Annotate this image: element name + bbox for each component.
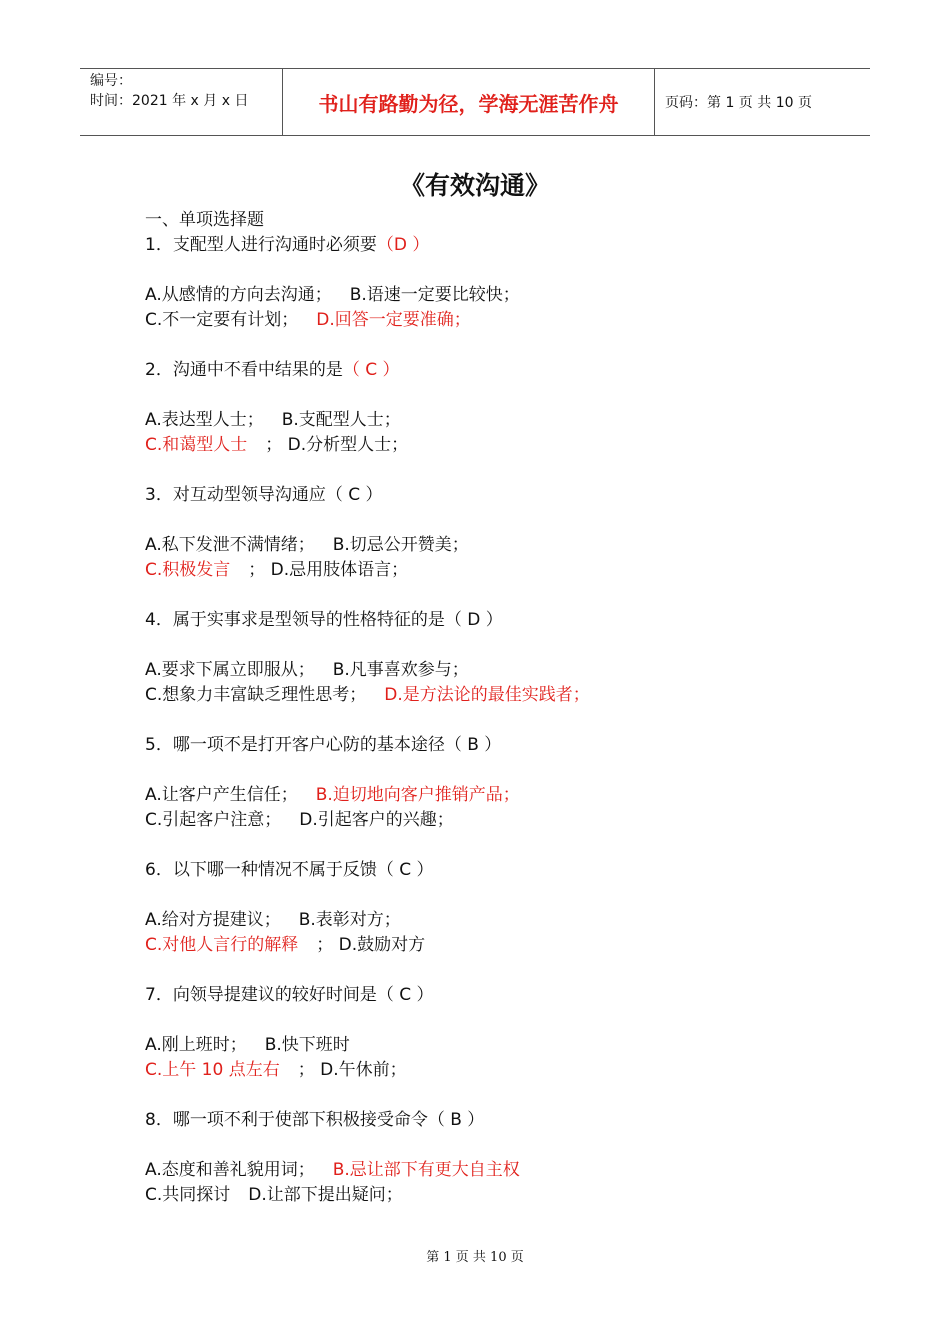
question-text: 2．沟通中不看中结果的是 bbox=[145, 360, 343, 380]
option-line bbox=[145, 908, 845, 933]
question-list bbox=[145, 233, 845, 1233]
header-page-info: 页码：第 1 页 共 10 页 bbox=[665, 95, 812, 111]
option: B.凡事喜欢参与； bbox=[332, 660, 469, 680]
spacer bbox=[145, 383, 845, 408]
spacer bbox=[145, 258, 845, 283]
option: A.刚上班时； bbox=[145, 1035, 247, 1055]
spacer bbox=[145, 833, 845, 858]
spacer bbox=[145, 1083, 845, 1108]
spacer bbox=[145, 1133, 845, 1158]
question-text: 3．对互动型领导沟通应（ C ） bbox=[145, 485, 383, 505]
question-answer: （ C ） bbox=[342, 360, 400, 380]
option: C.对他人言行的解释 bbox=[145, 935, 299, 955]
option: A.要求下属立即服从； bbox=[145, 660, 315, 680]
option: C.上午 10 点左右 bbox=[145, 1060, 280, 1080]
question-text: 4．属于实事求是型领导的性格特征的是（ D ） bbox=[145, 610, 503, 630]
header-meta bbox=[80, 69, 282, 135]
question-item bbox=[145, 608, 845, 733]
page-footer: 第 1 页 共 10 页 bbox=[426, 1250, 524, 1265]
question-stem bbox=[145, 858, 845, 883]
option: B.切忌公开赞美； bbox=[332, 535, 469, 555]
document-body bbox=[145, 208, 845, 1233]
question-stem bbox=[145, 733, 845, 758]
option-line bbox=[145, 533, 845, 558]
question-item bbox=[145, 983, 845, 1108]
question-item bbox=[145, 233, 845, 358]
option-line bbox=[145, 808, 845, 833]
header-motto: 书山有路勤为径，学海无涯苦作舟 bbox=[282, 69, 655, 135]
option: C.不一定要有计划； bbox=[145, 310, 299, 330]
question-text: 5．哪一项不是打开客户心防的基本途径（ B ） bbox=[145, 735, 502, 755]
option-line bbox=[145, 283, 845, 308]
option-line bbox=[145, 1058, 845, 1083]
option: ； D.午休前； bbox=[297, 1060, 407, 1080]
option: A.表达型人士； bbox=[145, 410, 264, 430]
option: A.让客户产生信任； bbox=[145, 785, 298, 805]
spacer bbox=[145, 758, 845, 783]
option: B.表彰对方； bbox=[298, 910, 401, 930]
question-stem bbox=[145, 608, 845, 633]
option: ； D.忌用肢体语言； bbox=[248, 560, 409, 580]
option: A.从感情的方向去沟通； bbox=[145, 285, 332, 305]
spacer bbox=[145, 958, 845, 983]
option: C.和蔼型人士 bbox=[145, 435, 248, 455]
question-text: 7．向领导提建议的较好时间是（ C ） bbox=[145, 985, 434, 1005]
spacer bbox=[145, 1208, 845, 1233]
option: B.快下班时 bbox=[264, 1035, 350, 1055]
question-answer: （D ） bbox=[376, 235, 430, 255]
question-item bbox=[145, 483, 845, 608]
spacer bbox=[145, 333, 845, 358]
document-title: 《有效沟通》 bbox=[399, 171, 550, 200]
option: A.给对方提建议； bbox=[145, 910, 281, 930]
option: B.迫切地向客户推销产品； bbox=[315, 785, 520, 805]
question-item bbox=[145, 733, 845, 858]
option: A.私下发泄不满情绪； bbox=[145, 535, 315, 555]
option: C.共同探讨 bbox=[145, 1185, 231, 1205]
option-line bbox=[145, 433, 845, 458]
option-line bbox=[145, 683, 845, 708]
question-item bbox=[145, 358, 845, 483]
question-stem bbox=[145, 483, 845, 508]
option-line bbox=[145, 558, 845, 583]
spacer bbox=[145, 508, 845, 533]
option: C.想象力丰富缺乏理性思考； bbox=[145, 685, 367, 705]
option-line bbox=[145, 933, 845, 958]
option: D.让部下提出疑问； bbox=[248, 1185, 403, 1205]
page-header bbox=[80, 68, 870, 136]
option: C.积极发言 bbox=[145, 560, 231, 580]
option-line bbox=[145, 1158, 845, 1183]
question-stem bbox=[145, 358, 845, 383]
spacer bbox=[145, 1008, 845, 1033]
spacer bbox=[145, 583, 845, 608]
option: A.态度和善礼貌用词； bbox=[145, 1160, 315, 1180]
option: B.支配型人士； bbox=[281, 410, 401, 430]
option-line bbox=[145, 1183, 845, 1208]
spacer bbox=[145, 708, 845, 733]
question-stem bbox=[145, 233, 845, 258]
question-stem bbox=[145, 983, 845, 1008]
question-item bbox=[145, 858, 845, 983]
option: ； D.鼓励对方 bbox=[316, 935, 426, 955]
option: D.引起客户的兴趣； bbox=[299, 810, 454, 830]
option: ； D.分析型人士； bbox=[265, 435, 409, 455]
question-item bbox=[145, 1108, 845, 1233]
option-line bbox=[145, 308, 845, 333]
question-text: 6．以下哪一种情况不属于反馈（ C ） bbox=[145, 860, 434, 880]
spacer bbox=[145, 883, 845, 908]
option: B.忌让部下有更大自主权 bbox=[332, 1160, 520, 1180]
question-stem bbox=[145, 1108, 845, 1133]
header-date-label: 时间：2021 年 x 月 x 日 bbox=[90, 93, 249, 109]
option-line bbox=[145, 658, 845, 683]
option-line bbox=[145, 783, 845, 808]
spacer bbox=[145, 633, 845, 658]
question-text: 8．哪一项不利于使部下积极接受命令（ B ） bbox=[145, 1110, 485, 1130]
section-heading: 一、单项选择题 bbox=[145, 210, 264, 230]
option: D.回答一定要准确； bbox=[316, 310, 471, 330]
spacer bbox=[145, 458, 845, 483]
header-number-label: 编号： bbox=[90, 73, 132, 89]
option: C.引起客户注意； bbox=[145, 810, 282, 830]
option: D.是方法论的最佳实践者； bbox=[384, 685, 590, 705]
option-line bbox=[145, 1033, 845, 1058]
question-text: 1．支配型人进行沟通时必须要 bbox=[145, 235, 377, 255]
option-line bbox=[145, 408, 845, 433]
option: B.语速一定要比较快； bbox=[349, 285, 520, 305]
